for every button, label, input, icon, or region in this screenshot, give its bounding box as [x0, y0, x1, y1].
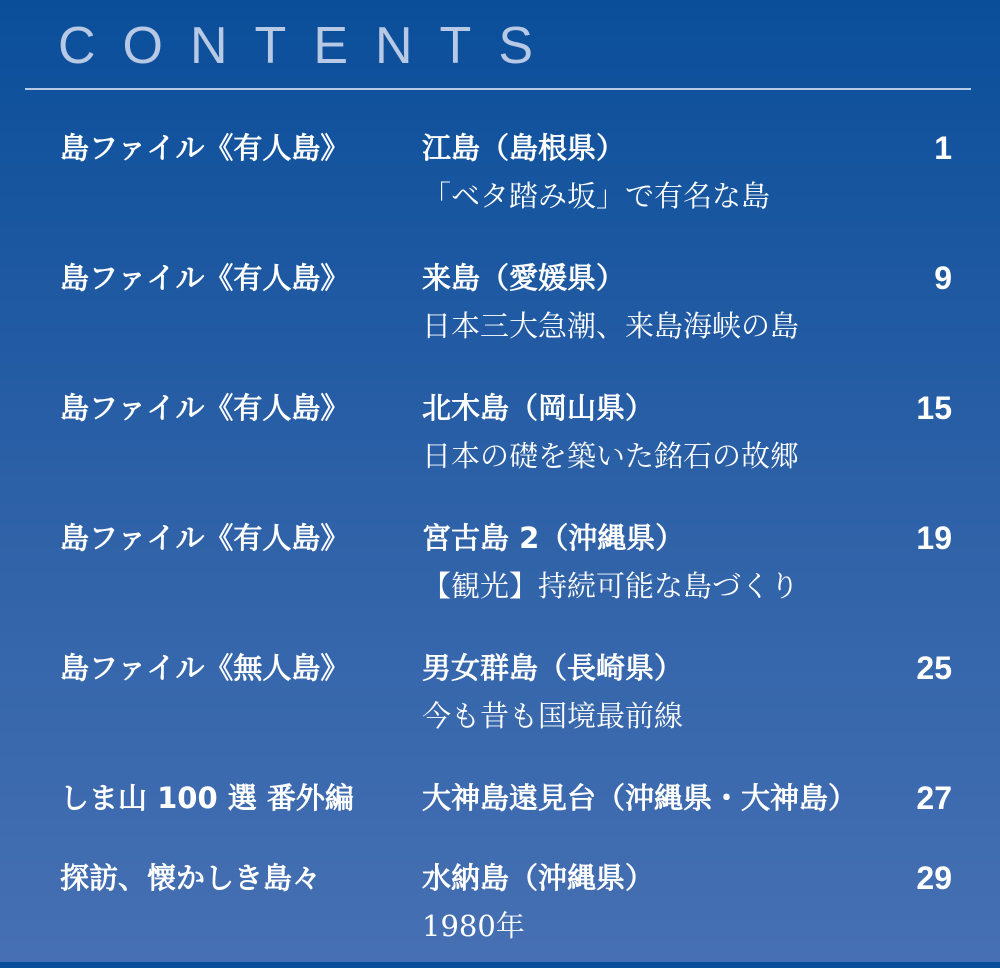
- entry-subtitle: 日本三大急潮、来島海峡の島: [422, 309, 800, 343]
- entry-title[interactable]: 男女群島（長崎県）: [422, 651, 684, 685]
- entry-page-number[interactable]: 1: [934, 130, 952, 166]
- entry-subtitle: 【観光】持続可能な島づくり: [422, 569, 800, 603]
- entry-page-number[interactable]: 27: [916, 780, 952, 816]
- toc-entry-7[interactable]: [0, 858, 1000, 968]
- toc-entry-3[interactable]: [0, 388, 1000, 498]
- entry-page-number[interactable]: 29: [916, 860, 952, 896]
- toc-entry-4[interactable]: [0, 518, 1000, 628]
- entry-category: しま山 100 選 番外編: [60, 781, 354, 815]
- entry-page-number[interactable]: 25: [916, 650, 952, 686]
- entry-page-number[interactable]: 9: [934, 260, 952, 296]
- entry-title[interactable]: 江島（島根県）: [422, 131, 626, 165]
- entry-page-number[interactable]: 19: [916, 520, 952, 556]
- page-title: CONTENTS: [58, 17, 560, 75]
- entry-category: 探訪、懐かしき島々: [60, 861, 322, 895]
- entry-subtitle: 日本の礎を築いた銘石の故郷: [422, 439, 800, 473]
- entry-category: 島ファイル《有人島》: [60, 521, 350, 555]
- entry-title[interactable]: 宮古島 2（沖縄県）: [422, 521, 685, 555]
- entry-title[interactable]: 大神島遠見台（沖縄県・大神島）: [422, 781, 858, 815]
- entry-title[interactable]: 来島（愛媛県）: [422, 261, 626, 295]
- entry-title[interactable]: 水納島（沖縄県）: [422, 861, 655, 895]
- entry-category: 島ファイル《有人島》: [60, 391, 350, 425]
- toc-entry-1[interactable]: [0, 128, 1000, 238]
- entry-category: 島ファイル《有人島》: [60, 131, 350, 165]
- toc-entry-2[interactable]: [0, 258, 1000, 368]
- entry-category: 島ファイル《無人島》: [60, 651, 350, 685]
- entry-subtitle: 1980年: [422, 909, 525, 943]
- entry-page-number[interactable]: 15: [916, 390, 952, 426]
- entry-title[interactable]: 北木島（岡山県）: [422, 391, 655, 425]
- entry-subtitle: 「ベタ踏み坂」で有名な島: [422, 179, 771, 213]
- entry-subtitle: 今も昔も国境最前線: [422, 699, 684, 733]
- entry-category: 島ファイル《有人島》: [60, 261, 350, 295]
- toc-entry-5[interactable]: [0, 648, 1000, 758]
